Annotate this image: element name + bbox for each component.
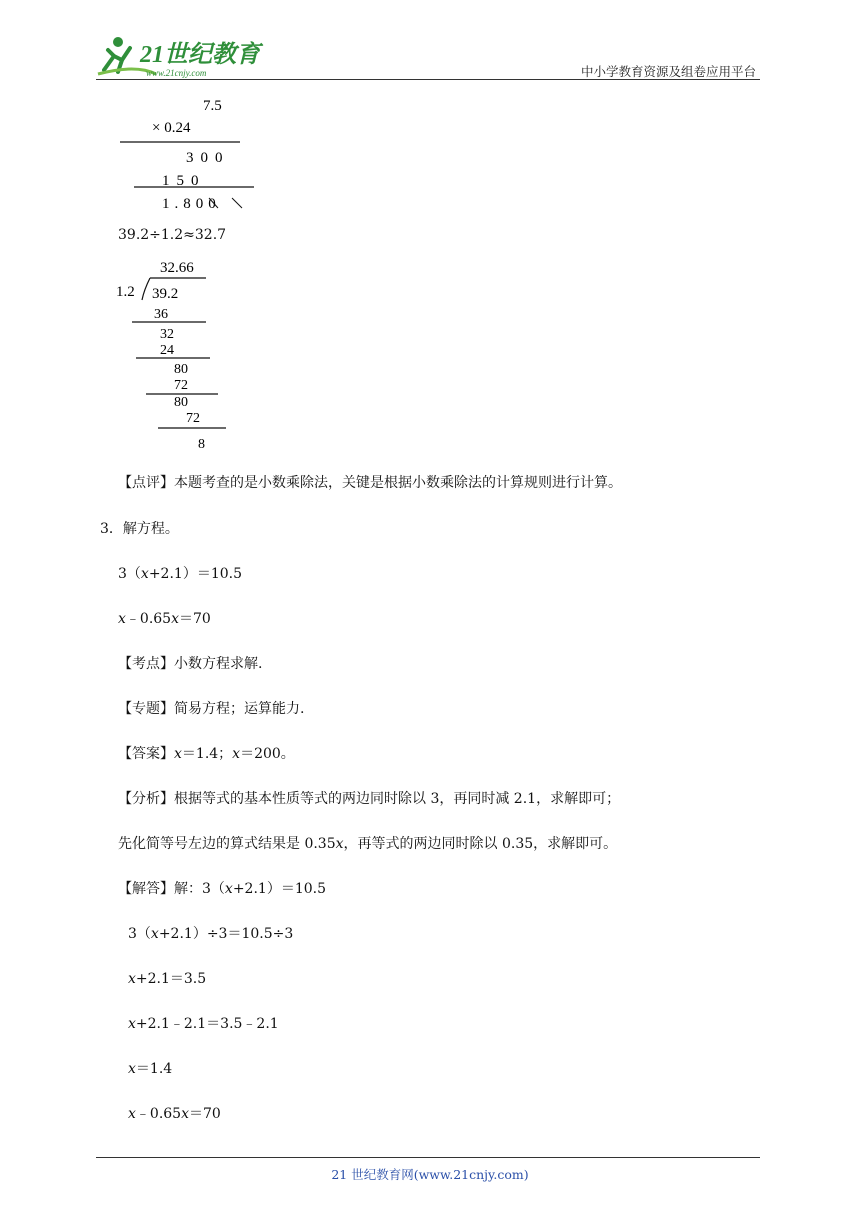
equation-1: 3（x+2.1）＝10.5 xyxy=(118,566,242,582)
equation-2: x﹣0.65x＝70 xyxy=(118,611,211,627)
dividend: 39.2 xyxy=(152,286,179,302)
runner-logo-icon xyxy=(96,34,266,80)
logo-text: 21世纪教育 xyxy=(140,42,260,68)
mult-row-4: 150 xyxy=(162,173,206,189)
footer-divider xyxy=(96,1157,760,1158)
solution-head: 【解答】解：3（x+2.1）＝10.5 xyxy=(118,881,326,897)
div-step-2: 32 xyxy=(160,327,174,342)
multiplication-work xyxy=(114,90,264,215)
question-title: 3．解方程。 xyxy=(100,521,179,537)
quotient: 32.66 xyxy=(160,260,194,276)
div-step-4: 80 xyxy=(174,362,188,377)
analysis-line-1: 【分析】根据等式的基本性质等式的两边同时除以 3，再同时减 2.1，求解即可； xyxy=(118,791,621,807)
solution-step-2: x+2.1＝3.5 xyxy=(128,971,207,987)
long-division-work xyxy=(114,258,244,458)
kaodian-text: 【考点】小数方程求解. xyxy=(118,656,263,672)
divisor: 1.2 xyxy=(116,284,135,300)
div-step-6: 80 xyxy=(174,395,188,410)
footer-link[interactable]: 21 世纪教育网(www.21cnjy.com) xyxy=(331,1167,529,1182)
logo-url: www.21cnjy.com xyxy=(146,68,207,78)
solution-step-1: 3（x+2.1）÷3＝10.5÷3 xyxy=(128,926,294,942)
analysis-line-2: 先化简等号左边的算式结果是 0.35x，再等式的两边同时除以 0.35，求解即可。 xyxy=(118,836,618,852)
div-step-5: 72 xyxy=(174,378,188,393)
division-result: 39.2÷1.2≈32.7 xyxy=(118,227,227,243)
header-tagline: 中小学教育资源及组卷应用平台 xyxy=(580,64,756,79)
div-step-3: 24 xyxy=(160,343,174,358)
div-step-1: 36 xyxy=(154,307,168,322)
mult-row-3: 300 xyxy=(186,150,230,166)
header-divider xyxy=(96,79,760,80)
mult-row-5: 1.800 xyxy=(162,196,221,212)
comment-text: 【点评】本题考查的是小数乘除法，关键是根据小数乘除法的计算规则进行计算。 xyxy=(118,475,622,491)
mult-row-1: 7.5 xyxy=(203,98,222,114)
answer-text: 【答案】x＝1.4；x＝200。 xyxy=(118,746,295,762)
solution-step-5: x﹣0.65x＝70 xyxy=(128,1106,221,1122)
site-logo xyxy=(96,34,266,80)
solution-step-3: x+2.1﹣2.1＝3.5﹣2.1 xyxy=(128,1016,279,1032)
mult-row-2: × 0.24 xyxy=(152,120,191,136)
zhuanti-text: 【专题】简易方程；运算能力. xyxy=(118,701,305,717)
div-step-7: 72 xyxy=(186,411,200,426)
solution-step-4: x＝1.4 xyxy=(128,1061,173,1077)
div-step-8: 8 xyxy=(198,437,205,452)
